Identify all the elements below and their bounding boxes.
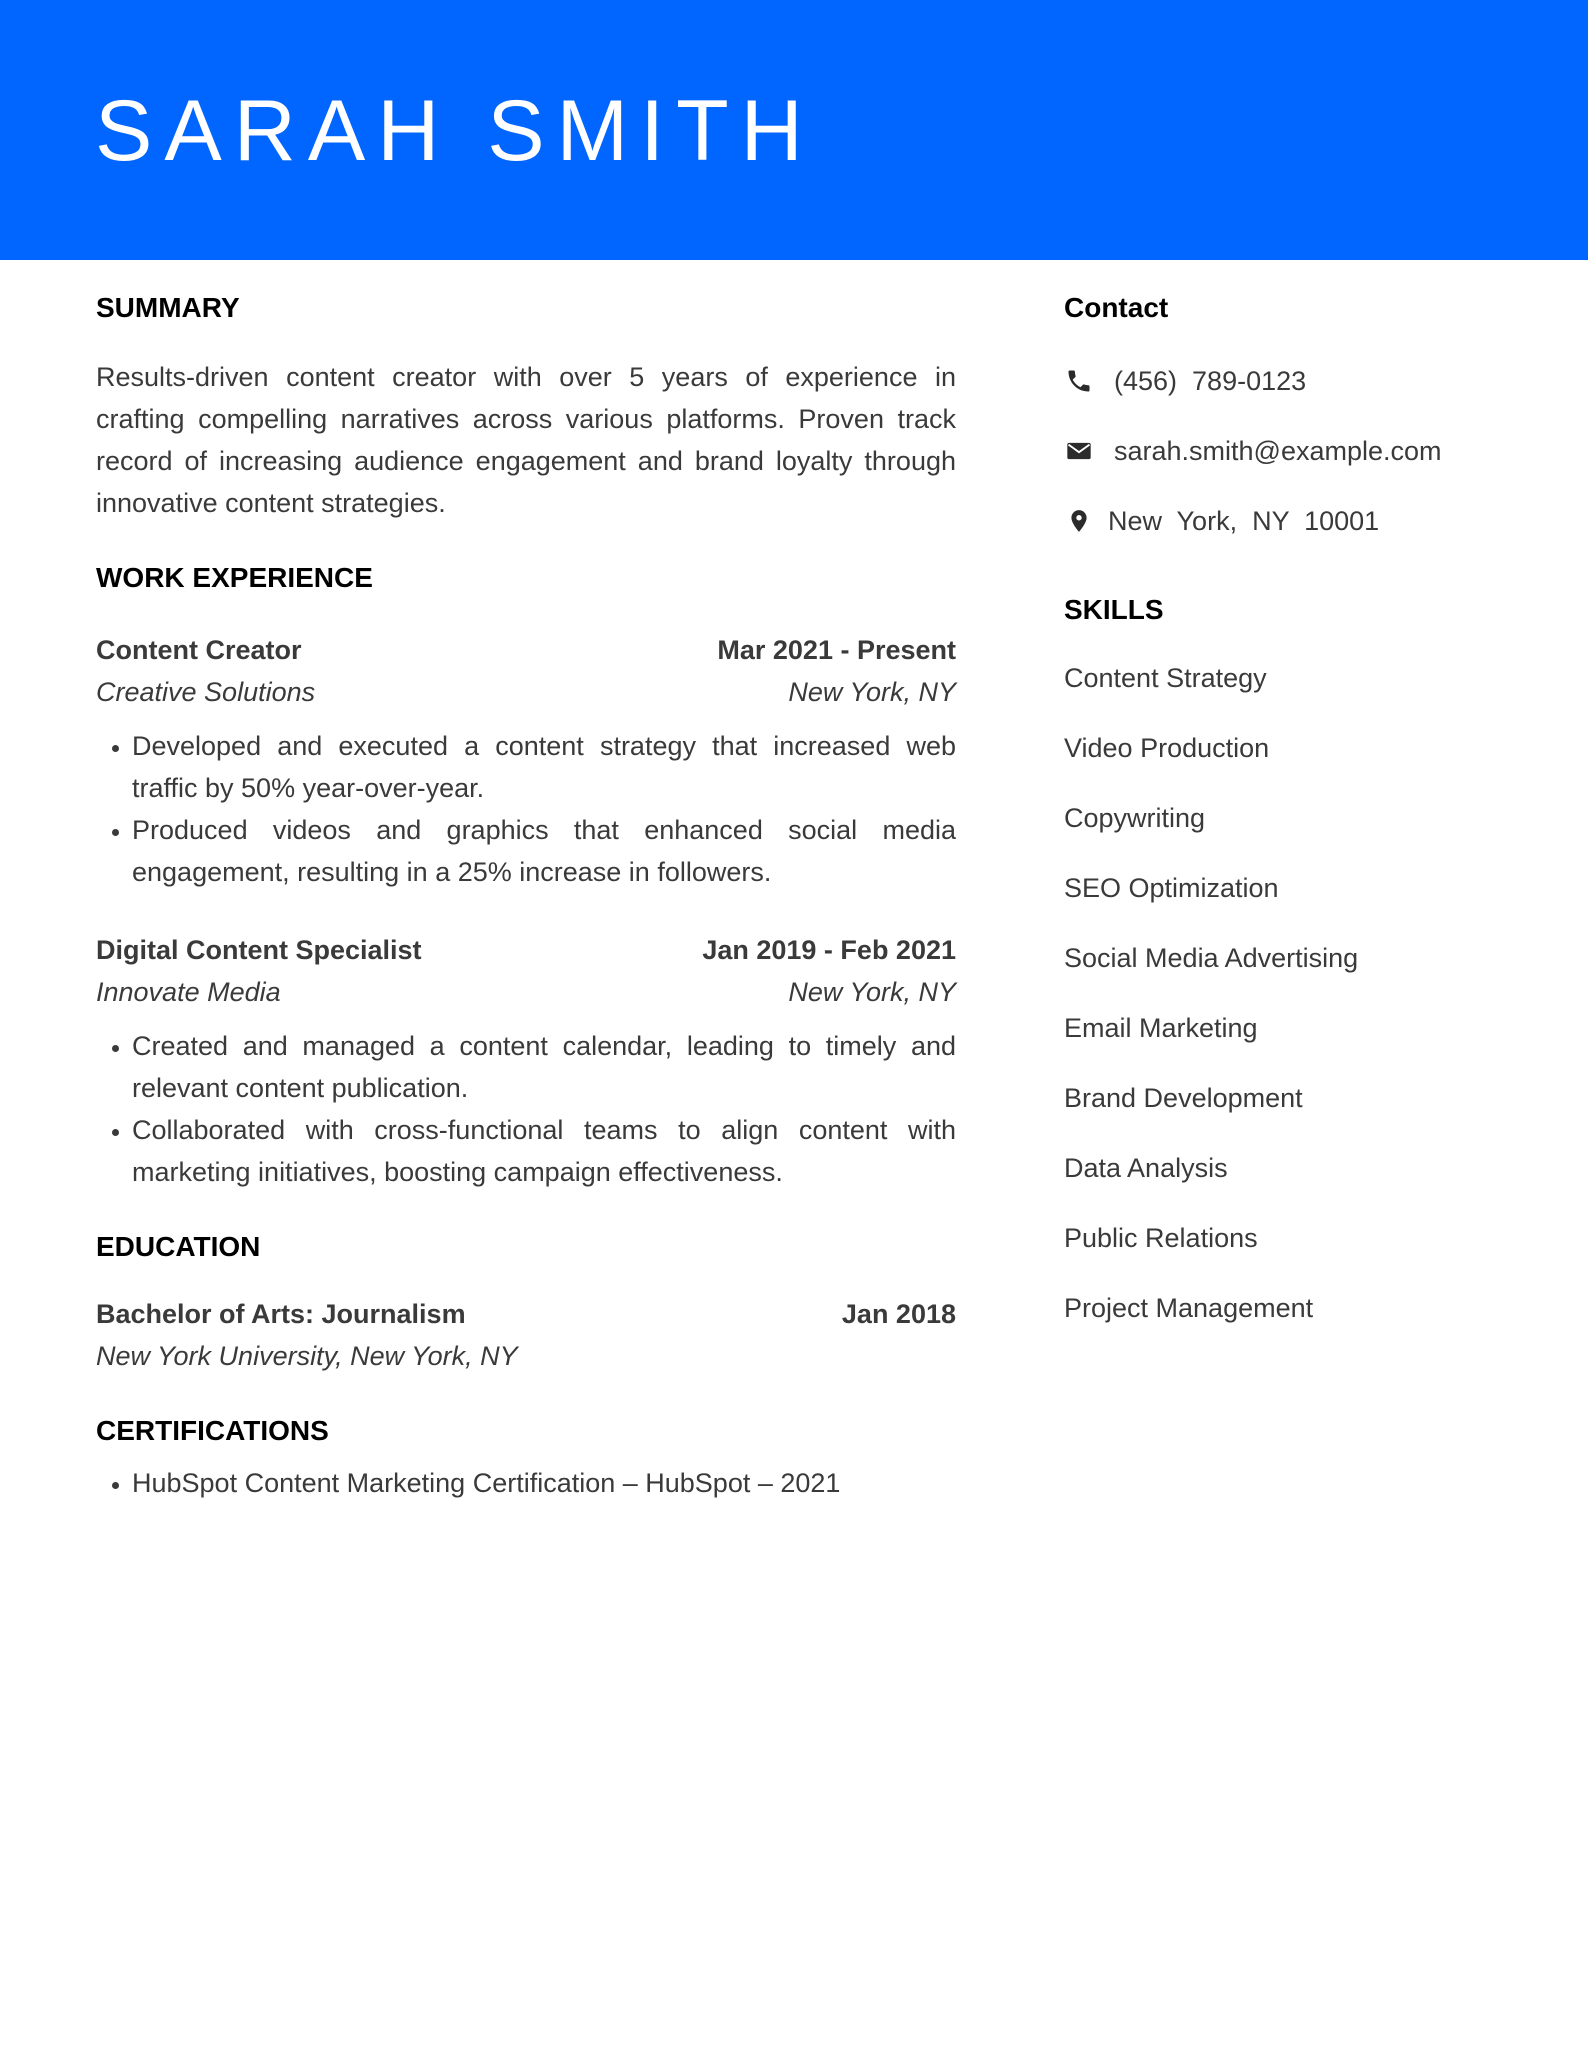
job-bullets xyxy=(96,1025,956,1193)
skill-item: Brand Development xyxy=(1064,1082,1303,1113)
contact-section xyxy=(1064,290,1504,542)
summary-heading: SUMMARY xyxy=(96,292,240,323)
skill-item: Email Marketing xyxy=(1064,1012,1258,1043)
contact-email xyxy=(1064,430,1504,472)
skills-section xyxy=(1064,592,1504,1328)
education-school: New York University, New York, NY xyxy=(96,1341,518,1372)
education-date: Jan 2018 xyxy=(841,1299,956,1330)
job-entry xyxy=(96,629,956,893)
candidate-name: SARAH SMITH xyxy=(95,83,815,179)
email-address[interactable]: sarah.smith@example.com xyxy=(1114,436,1442,467)
job-entry xyxy=(96,929,956,1193)
work-experience-section xyxy=(96,560,956,1192)
education-heading: EDUCATION xyxy=(96,1230,261,1262)
contact-phone xyxy=(1064,360,1504,402)
education-entry xyxy=(96,1293,956,1377)
skills-heading: SKILLS xyxy=(1064,594,1164,626)
certifications-section xyxy=(96,1413,956,1503)
job-dates: Jan 2019 - Feb 2021 xyxy=(702,934,956,965)
phone-number[interactable]: (456) 789-0123 xyxy=(1114,366,1307,397)
work-experience-heading: WORK EXPERIENCE xyxy=(96,562,373,594)
certifications-heading: CERTIFICATIONS xyxy=(96,1415,329,1447)
education-degree: Bachelor of Arts: Journalism xyxy=(96,1299,466,1330)
job-title-row xyxy=(96,929,956,971)
job-bullet: • Produced videos and graphics that enhanced social media engagement, resulting in a 25% increase in followers. xyxy=(132,809,956,893)
summary-text: Results-driven content creator with over 5 years of experience in crafting compelling narratives across various platforms. Proven track record of increasing audience engagement and brand loyalty through innovative content strategies. xyxy=(96,362,956,519)
job-company-row xyxy=(96,671,956,713)
job-bullet: • Collaborated with cross-functional teams to align content with marketing initiatives, boosting campaign effectiveness. xyxy=(132,1109,956,1193)
contact-list xyxy=(1064,360,1504,542)
skill-item: Public Relations xyxy=(1064,1222,1258,1253)
skills-list xyxy=(1064,657,1504,1329)
skill-item: Content Strategy xyxy=(1064,662,1267,693)
job-company: Innovate Media xyxy=(96,976,281,1007)
education-degree-row xyxy=(96,1293,956,1335)
skill-item: SEO Optimization xyxy=(1064,872,1279,903)
certifications-list xyxy=(96,1462,956,1504)
contact-heading: Contact xyxy=(1064,292,1169,323)
location-text: New York, NY 10001 xyxy=(1108,506,1380,537)
job-role: Digital Content Specialist xyxy=(96,934,422,965)
summary-section xyxy=(96,290,956,524)
job-dates: Mar 2021 - Present xyxy=(717,634,956,665)
job-title-row xyxy=(96,629,956,671)
education-section xyxy=(96,1229,956,1377)
header-banner xyxy=(0,0,1588,260)
job-bullet: • Created and managed a content calendar, leading to timely and relevant content publication. xyxy=(132,1025,956,1109)
job-bullet: • Developed and executed a content strategy that increased web traffic by 50% year-over-year. xyxy=(132,725,956,809)
skill-item: Project Management xyxy=(1064,1292,1314,1323)
job-company: Creative Solutions xyxy=(96,676,316,707)
contact-location xyxy=(1064,500,1504,542)
job-bullets xyxy=(96,725,956,893)
map-pin-icon xyxy=(1064,506,1094,536)
envelope-icon xyxy=(1064,436,1094,466)
skill-item: Data Analysis xyxy=(1064,1152,1228,1183)
job-location: New York, NY xyxy=(788,976,956,1007)
education-school-row xyxy=(96,1335,956,1377)
job-role: Content Creator xyxy=(96,634,302,665)
skill-item: Copywriting xyxy=(1064,802,1206,833)
job-company-row xyxy=(96,971,956,1013)
sidebar-column xyxy=(1064,290,1504,1357)
certification-item: • HubSpot Content Marketing Certification – HubSpot – 2021 xyxy=(132,1462,956,1504)
job-location: New York, NY xyxy=(788,676,956,707)
skill-item: Video Production xyxy=(1064,732,1270,763)
skill-item: Social Media Advertising xyxy=(1064,942,1359,973)
main-column xyxy=(96,290,956,1504)
phone-icon xyxy=(1064,366,1094,396)
